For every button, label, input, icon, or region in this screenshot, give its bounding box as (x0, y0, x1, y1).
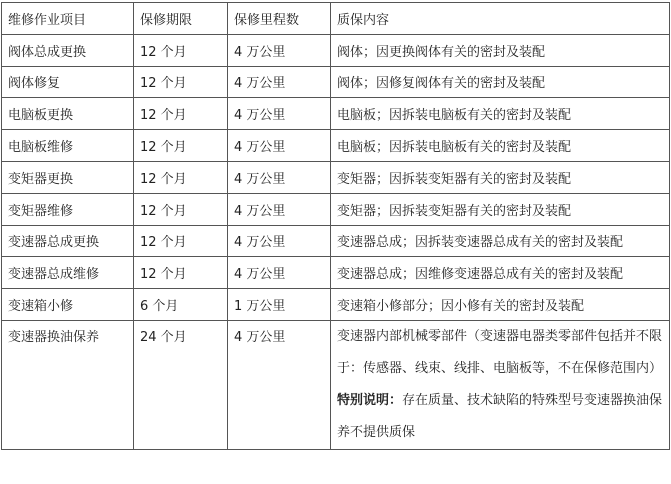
table-row (2, 193, 670, 225)
cell-item: 阀体修复 (2, 66, 134, 98)
special-note-text: 存在质量、技术缺陷的特殊型号变速器换油保养不提供质保 (337, 392, 663, 440)
cell-period: 12 个月 (134, 66, 228, 98)
cell-content: 变矩器；因拆装变矩器有关的密封及装配 (331, 161, 670, 193)
cell-mileage: 4 万公里 (228, 193, 331, 225)
cell-period: 12 个月 (134, 193, 228, 225)
cell-mileage: 4 万公里 (228, 257, 331, 289)
cell-mileage: 4 万公里 (228, 130, 331, 162)
cell-item: 变速箱小修 (2, 289, 134, 321)
cell-period: 12 个月 (134, 225, 228, 257)
table-row (2, 257, 670, 289)
cell-mileage: 4 万公里 (228, 34, 331, 66)
cell-item: 变矩器更换 (2, 161, 134, 193)
cell-period: 12 个月 (134, 257, 228, 289)
table-row (2, 66, 670, 98)
cell-item: 电脑板更换 (2, 98, 134, 130)
special-note-label: 特别说明： (337, 392, 403, 408)
table-row (2, 130, 670, 162)
cell-mileage: 4 万公里 (228, 320, 331, 449)
cell-content: 阀体；因修复阀体有关的密封及装配 (331, 66, 670, 98)
cell-mileage: 4 万公里 (228, 225, 331, 257)
cell-content: 电脑板；因拆装电脑板有关的密封及装配 (331, 130, 670, 162)
cell-item: 变速器总成更换 (2, 225, 134, 257)
cell-period: 12 个月 (134, 161, 228, 193)
header-period: 保修期限 (134, 3, 228, 35)
cell-item: 变矩器维修 (2, 193, 134, 225)
cell-period: 12 个月 (134, 34, 228, 66)
cell-content: 阀体；因更换阀体有关的密封及装配 (331, 34, 670, 66)
table-row (2, 34, 670, 66)
header-item: 维修作业项目 (2, 3, 134, 35)
table-row (2, 225, 670, 257)
table-row-oil-service (2, 320, 670, 449)
header-content: 质保内容 (331, 3, 670, 35)
cell-content: 变速器总成；因拆装变速器总成有关的密封及装配 (331, 225, 670, 257)
table-body (2, 3, 670, 450)
table-row (2, 289, 670, 321)
cell-content: 变矩器；因拆装变矩器有关的密封及装配 (331, 193, 670, 225)
cell-mileage: 4 万公里 (228, 161, 331, 193)
cell-item: 阀体总成更换 (2, 34, 134, 66)
table-row (2, 98, 670, 130)
cell-item: 变速器总成维修 (2, 257, 134, 289)
cell-period: 24 个月 (134, 320, 228, 449)
cell-period: 6 个月 (134, 289, 228, 321)
coverage-text: 变速器内部机械零部件（变速器电器类零部件包括并不限于：传感器、线束、线排、电脑板等，不在保修范围内） (337, 328, 663, 376)
cell-mileage: 4 万公里 (228, 66, 331, 98)
cell-period: 12 个月 (134, 98, 228, 130)
cell-content: 电脑板；因拆装电脑板有关的密封及装配 (331, 98, 670, 130)
warranty-table (1, 2, 670, 450)
header-mileage: 保修里程数 (228, 3, 331, 35)
cell-content: 变速器总成；因维修变速器总成有关的密封及装配 (331, 257, 670, 289)
cell-mileage: 1 万公里 (228, 289, 331, 321)
cell-content-multiline (331, 320, 670, 449)
cell-item: 变速器换油保养 (2, 320, 134, 449)
cell-mileage: 4 万公里 (228, 98, 331, 130)
table-row (2, 161, 670, 193)
cell-content: 变速箱小修部分；因小修有关的密封及装配 (331, 289, 670, 321)
header-row (2, 3, 670, 35)
cell-item: 电脑板维修 (2, 130, 134, 162)
cell-period: 12 个月 (134, 130, 228, 162)
